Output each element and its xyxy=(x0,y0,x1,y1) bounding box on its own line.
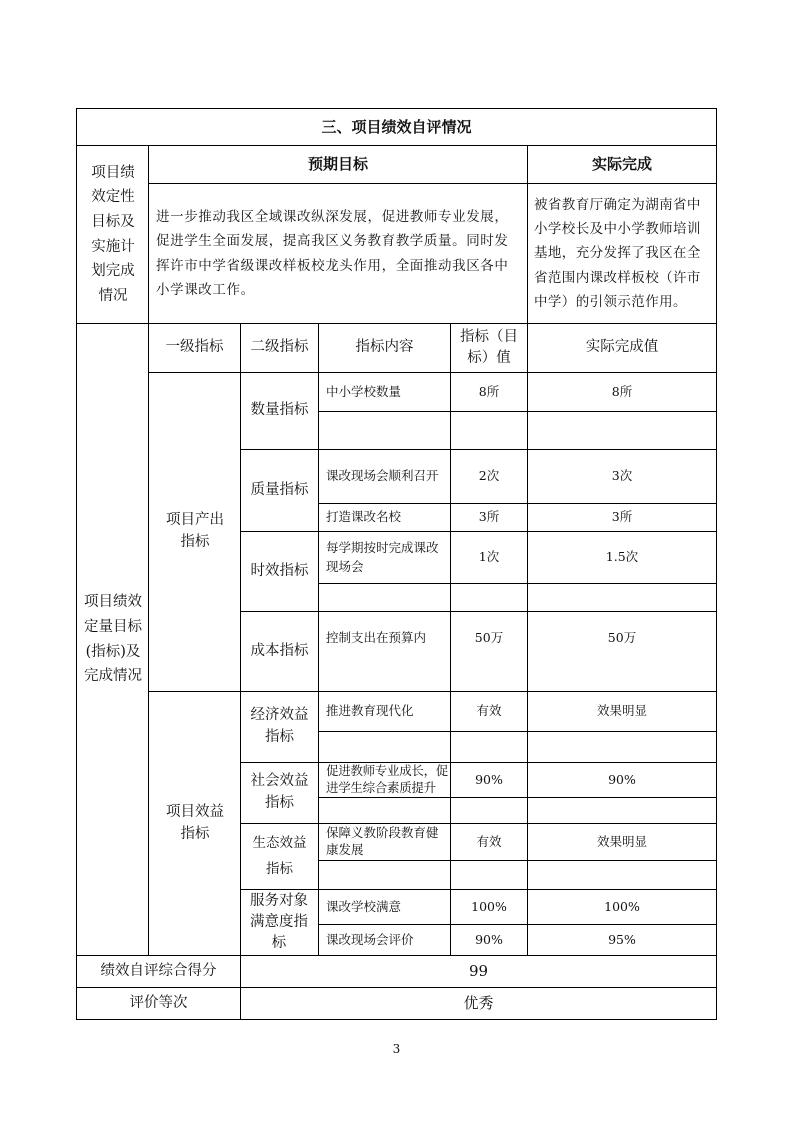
row-target: 100% xyxy=(471,898,507,914)
row-actual: 效果明显 xyxy=(596,703,647,719)
row-content: 课改现场会评价 xyxy=(326,931,414,947)
page-number: 3 xyxy=(392,1042,401,1056)
row-target: 90% xyxy=(475,771,503,787)
grade-value: 优秀 xyxy=(463,994,494,1013)
row-target: 90% xyxy=(475,931,503,947)
score-value: 99 xyxy=(468,962,489,981)
border-line xyxy=(76,1019,717,1020)
level2-satisfaction: 服务对象满意度指标 xyxy=(250,892,308,951)
row-target xyxy=(451,798,527,823)
row-actual xyxy=(528,412,716,449)
header-actual: 实际完成值 xyxy=(585,339,659,356)
row-actual: 3所 xyxy=(611,509,633,525)
row-target: 50万 xyxy=(474,629,504,645)
row-content xyxy=(326,732,446,762)
row-actual: 1.5次 xyxy=(605,549,639,565)
row-content: 打造课改名校 xyxy=(326,509,402,525)
row-target: 2次 xyxy=(478,468,500,484)
row-actual: 95% xyxy=(608,931,636,947)
row-target: 1次 xyxy=(478,549,500,565)
border-line xyxy=(318,323,319,955)
row-target xyxy=(451,412,527,449)
level2-ecological: 生态效益指标 xyxy=(252,834,307,877)
row-actual xyxy=(528,798,716,823)
header-level2: 二级指标 xyxy=(250,339,309,356)
level2-quality: 质量指标 xyxy=(250,481,309,498)
level2-social: 社会效益指标 xyxy=(250,773,309,811)
header-content: 指标内容 xyxy=(355,339,414,356)
row-target xyxy=(451,584,527,611)
actual-completion-text: 被省教育厅确定为湖南省中小学校长及中小学教师培训基地，充分发挥了我区在全省范围内课改样板校（许市中学）的引领示范作用。 xyxy=(534,197,701,310)
row-content: 促进教师专业成长，促进学生综合素质提升 xyxy=(326,763,449,795)
section-title: 三、项目绩效自评情况 xyxy=(321,117,472,136)
row-target xyxy=(451,732,527,762)
level2-quantity: 数量指标 xyxy=(250,402,309,419)
row-content: 推进教育现代化 xyxy=(326,703,414,719)
level2-economic: 经济效益指标 xyxy=(250,707,309,745)
row-content xyxy=(326,584,446,611)
score-label: 绩效自评综合得分 xyxy=(100,962,217,979)
border-line xyxy=(318,860,717,861)
grade-label: 评价等次 xyxy=(129,994,188,1011)
row-actual: 50万 xyxy=(607,629,637,645)
row-content: 中小学校数量 xyxy=(326,383,402,399)
actual-completion-header: 实际完成 xyxy=(591,155,652,174)
expected-goal-header: 预期目标 xyxy=(307,155,368,174)
row-content: 课改现场会顺利召开 xyxy=(326,468,439,484)
row-content: 课改学校满意 xyxy=(326,898,402,914)
border-line xyxy=(148,145,149,955)
header-level1: 一级指标 xyxy=(165,339,224,356)
level1-benefit: 项目效益指标 xyxy=(166,803,224,842)
border-line xyxy=(716,108,717,1019)
row-content: 控制支出在预算内 xyxy=(326,629,427,645)
level2-timeliness: 时效指标 xyxy=(250,562,309,579)
row-actual xyxy=(528,584,716,611)
row-content xyxy=(326,798,446,823)
row-actual: 100% xyxy=(604,898,640,914)
row-content: 每学期按时完成课改现场会 xyxy=(326,540,439,574)
row-target: 有效 xyxy=(476,833,502,849)
row-content xyxy=(326,412,446,449)
row-content: 保障义教阶段教育健康发展 xyxy=(326,825,439,857)
row-actual: 效果明显 xyxy=(596,833,647,849)
header-target: 指标（目标）值 xyxy=(460,328,518,366)
row-actual: 8所 xyxy=(611,383,633,399)
expected-goal-text: 进一步推动我区全域课改纵深发展，促进教师专业发展，促进学生全面发展，提高我区义务教育教学质量。同时发挥许市中学省级课改样板校龙头作用，全面推动我区各中小学课改工作。 xyxy=(156,209,509,298)
row-target: 8所 xyxy=(478,383,500,399)
level2-cost: 成本指标 xyxy=(250,642,309,659)
row-target: 3所 xyxy=(478,509,500,525)
row-target: 有效 xyxy=(476,703,502,719)
level1-output: 项目产出指标 xyxy=(166,512,224,550)
border-line xyxy=(76,108,77,1019)
quantitative-row-label: 项目绩效定量目标(指标)及完成情况 xyxy=(84,594,142,685)
row-actual xyxy=(528,732,716,762)
row-actual: 90% xyxy=(608,771,636,787)
qualitative-row-label: 项目绩效定性目标及实施计划完成情况 xyxy=(91,164,135,304)
row-actual: 3次 xyxy=(611,468,633,484)
